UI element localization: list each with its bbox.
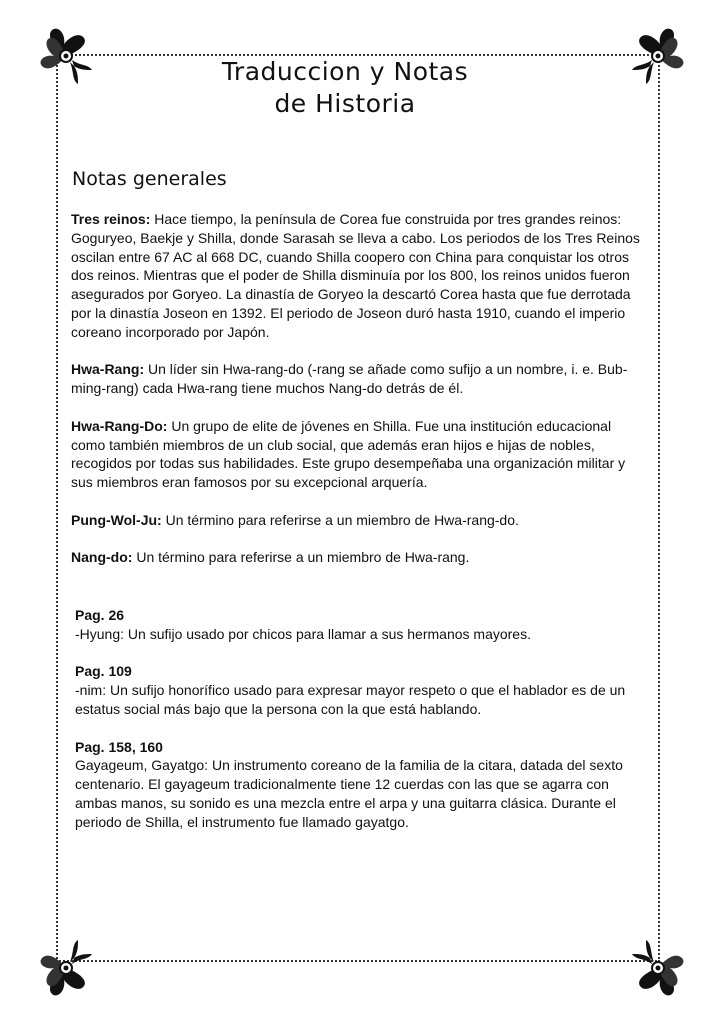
note-hwa-rang-do xyxy=(71,417,647,492)
page-number: Pag. 158, 160 xyxy=(75,738,163,755)
ornament-corner-icon xyxy=(626,936,688,998)
page-note-text: -nim: Un sufijo honorífico usado para expresar mayor respeto o que el hablador es de un estatus social más bajo que la persona con la que está hablando. xyxy=(75,682,626,717)
page-title xyxy=(150,56,540,120)
note-text: Un término para referirse a un miembro de Hwa-rang-do. xyxy=(161,511,519,528)
page-note-109 xyxy=(75,662,647,718)
ornament-corner-icon xyxy=(626,26,688,88)
note-text: Un grupo de elite de jóvenes en Shilla. Fue una institución educacional como también miembros de un club social, que además eran hijos e hijas de nobles, recogidos por todas sus habilidades. Este grupo desempeñaba una organización militar y sus miembros eran famosos por su excepcional arquería. xyxy=(71,417,626,491)
page-number: Pag. 26 xyxy=(75,607,125,623)
page-note-158-160 xyxy=(75,738,647,832)
note-text: Un término para referirse a un miembro de Hwa-rang. xyxy=(132,549,470,566)
page-title-line-2: de Historia xyxy=(274,89,416,118)
page-note-26 xyxy=(75,606,647,644)
note-tres-reinos xyxy=(71,210,647,342)
page-note-text: Gayageum, Gayatgo: Un instrumento coreano de la familia de la citara, datada del sexto centenario. El gayageum tradicionalmente tiene 12 cuerdas con las que se agarra con ambas manos, su sonido es una mezcla entre el arpa y una guitarra clásica. Durante el periodo de Shilla, el instrumento fue llamado gayatgo. xyxy=(75,757,623,830)
note-text: Un líder sin Hwa-rang-do (-rang se añade como sufijo a un nombre, i. e. Bub-ming-rang) cada Hwa-rang tiene muchos Nang-do detrás de él. xyxy=(71,361,628,397)
note-pung-wol-ju xyxy=(71,511,647,530)
note-term: Hwa-Rang-Do: xyxy=(71,417,168,434)
page-notes xyxy=(75,606,647,850)
page-title-line-1: Traduccion y Notas xyxy=(221,57,469,86)
ornament-corner-icon xyxy=(36,26,98,88)
note-hwa-rang xyxy=(71,360,647,398)
page-number: Pag. 109 xyxy=(75,663,132,680)
note-nang-do xyxy=(71,548,647,567)
note-text: Hace tiempo, la península de Corea fue construida por tres grandes reinos: Goguryeo, Baekje y Shilla, donde Sarasah se lleva a cabo. Los periodos de los Tres Reinos oscilan entre 67 AC al 668 DC, cuando Shilla coopero con China para conquistar los otros dos reinos. Mientras que el poder de Shilla disminuía por los 800, los reinos unidos fueron asegurados por Goryeo. La dinastía de Goryeo la descartó Corea hasta que fue derrotada por la dinastía Joseon en 1392. El periodo de Joseon duró hasta 1910, cuando el imperio coreano incorporado por Japón. xyxy=(71,211,640,340)
note-term: Tres reinos: xyxy=(71,211,151,227)
ornament-corner-icon xyxy=(36,936,98,998)
note-term: Pung-Wol-Ju: xyxy=(71,511,162,528)
note-term: Hwa-Rang: xyxy=(71,361,145,378)
general-notes xyxy=(71,210,647,586)
section-heading: Notas generales xyxy=(72,168,227,190)
page-note-text: -Hyung: Un sufijo usado por chicos para llamar a sus hermanos mayores. xyxy=(75,625,531,642)
note-term: Nang-do: xyxy=(71,549,133,566)
